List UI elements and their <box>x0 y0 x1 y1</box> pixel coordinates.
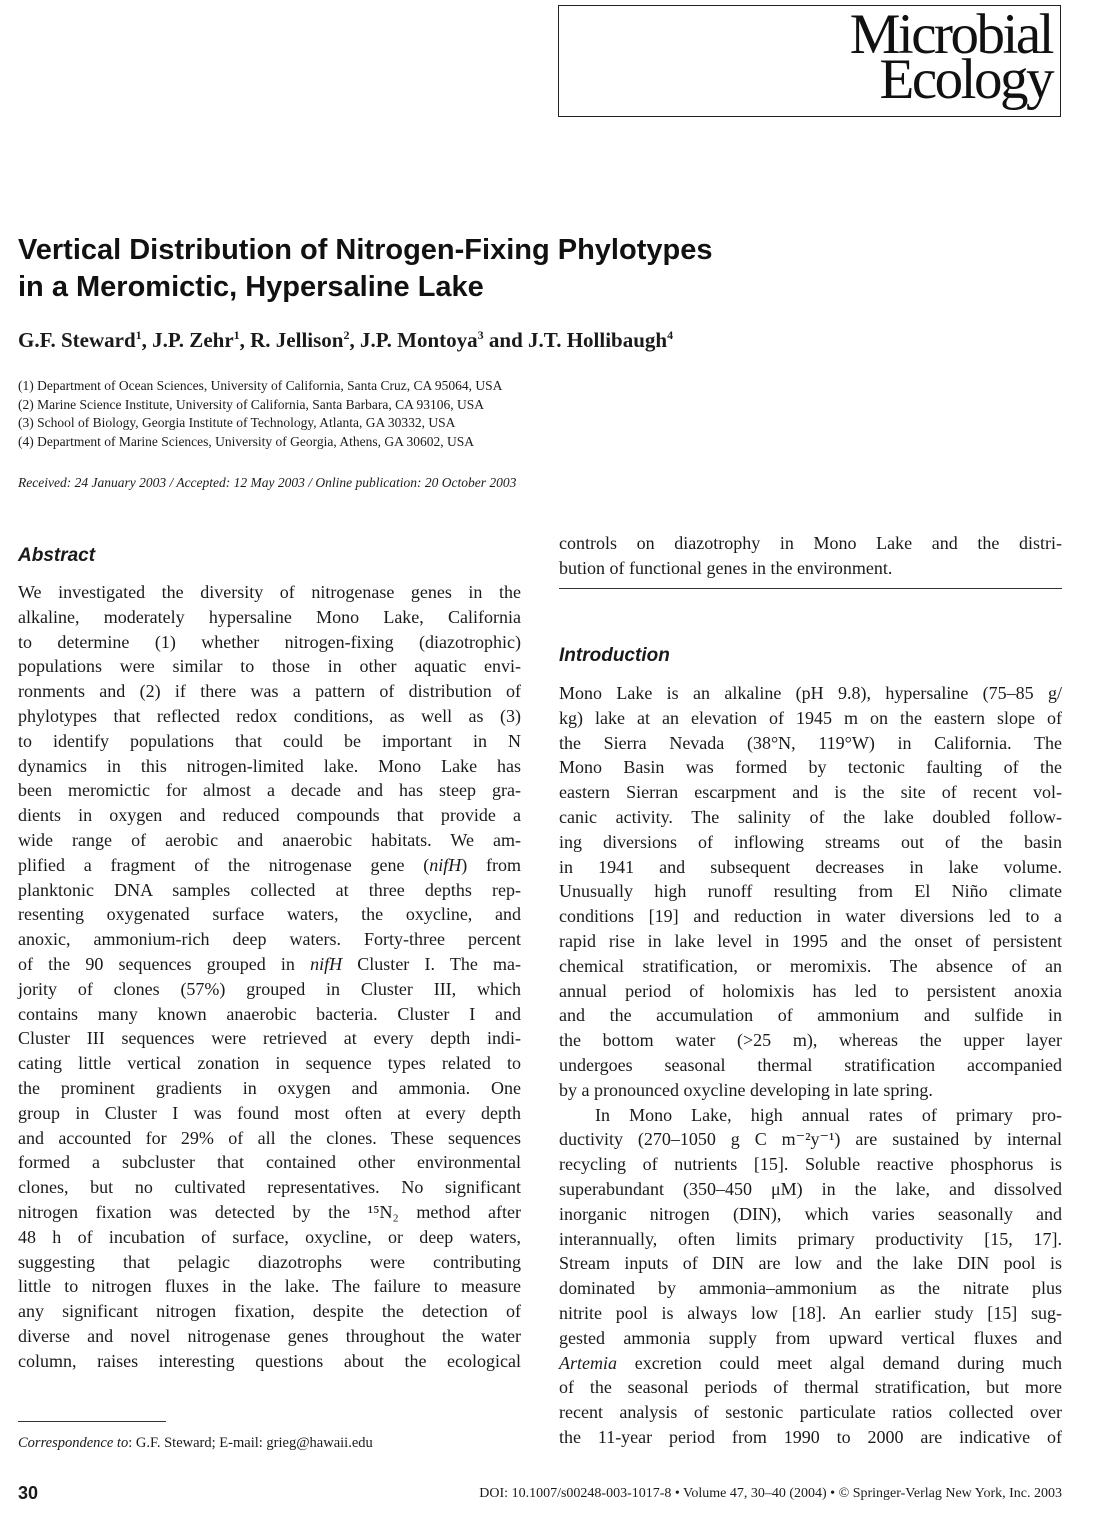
text-line: inorganic nitrogen (DIN), which varies seasonally and <box>559 1203 1062 1224</box>
text-line: group in Cluster I was found most often at every depth <box>18 1102 521 1123</box>
journal-logo-line1: Microbial <box>849 3 1052 66</box>
text-line: ductivity (270–1050 g C m⁻²y⁻¹) are sustained by internal <box>559 1129 1062 1150</box>
footnote-divider <box>18 1421 166 1422</box>
author-name: J.P. Zehr <box>152 328 234 352</box>
text-line: suggesting that pelagic diazotrophs were contributing <box>18 1251 521 1272</box>
abstract-heading: Abstract <box>18 545 96 566</box>
author-affiliation-mark: 1 <box>233 328 240 342</box>
text-line: to identify populations that could be important in N <box>18 730 521 751</box>
text-line: superabundant (350–450 μM) in the lake, and dissolved <box>559 1178 1062 1199</box>
title-line1: Vertical Distribution of Nitrogen-Fixing Phylotypes <box>18 234 713 266</box>
abstract-body <box>18 580 521 1374</box>
text-line: recycling of nutrients [15]. Soluble reactive phosphorus is <box>559 1154 1062 1175</box>
text-line: jority of clones (57%) grouped in Cluster III, which <box>18 978 521 999</box>
text-line: and the accumulation of ammonium and sulfide in <box>559 1005 1062 1026</box>
text-line: populations were similar to those in other aquatic envi- <box>18 656 521 677</box>
introduction-body <box>559 681 1062 1450</box>
text-line: nitrite pool is always low [18]. An earlier study [15] sug- <box>559 1302 1062 1323</box>
doi-citation: DOI: 10.1007/s00248-003-1017-8 • Volume 47, 30–40 (2004) • © Springer-Verlag New York, Inc. 2003 <box>479 1486 1062 1501</box>
abstract-divider <box>559 588 1062 589</box>
author-separator: and <box>483 328 528 352</box>
text-line: nitrogen fixation was detected by the ¹⁵N₂ method after <box>18 1201 521 1222</box>
text-line: canic activity. The salinity of the lake doubled follow- <box>559 806 1062 827</box>
text-line: gested ammonia supply from upward vertical fluxes and <box>559 1327 1062 1348</box>
author-affiliation-mark: 4 <box>667 328 674 342</box>
text-line: ronments and (2) if there was a pattern of distribution of <box>18 681 521 702</box>
author-affiliation-mark: 2 <box>343 328 350 342</box>
text-line: resenting oxygenated surface waters, the oxycline, and <box>18 904 521 925</box>
text-line: formed a subcluster that contained other environmental <box>18 1152 521 1173</box>
correspondence-footnote <box>18 1434 373 1452</box>
title-line2: in a Meromictic, Hypersaline Lake <box>18 271 484 303</box>
text-line: planktonic DNA samples collected at three depths rep- <box>18 879 521 900</box>
introduction-paragraph-1 <box>559 681 1062 1103</box>
text-line: any significant nitrogen fixation, despite the detection of <box>18 1301 521 1322</box>
text-line: dominated by ammonia–ammonium as the nitrate plus <box>559 1278 1062 1299</box>
text-line: eastern Sierran escarpment and is the site of recent vol- <box>559 782 1062 803</box>
text-line: Cluster III sequences were retrieved at every depth indi- <box>18 1028 521 1049</box>
text-line: Mono Basin was formed by tectonic faulting of the <box>559 757 1062 778</box>
author-separator: , <box>239 328 251 352</box>
text-line: kg) lake at an elevation of 1945 m on the eastern slope of <box>559 707 1062 728</box>
text-line: contains many known anaerobic bacteria. Cluster I and <box>18 1003 521 1024</box>
text-line: plified a fragment of the nitrogenase gene (nifH) from <box>18 854 521 875</box>
text-line: Artemia excretion could meet algal demand during much <box>559 1352 1062 1373</box>
text-line: diverse and novel nitrogenase genes throughout the water <box>18 1325 521 1346</box>
text-line: little to nitrogen fluxes in the lake. The failure to measure <box>18 1276 521 1297</box>
text-line: of the 90 sequences grouped in nifH Cluster I. The ma- <box>18 953 522 974</box>
text-line: In Mono Lake, high annual rates of primary pro- <box>595 1104 1062 1125</box>
author-affiliation-mark: 1 <box>135 328 142 342</box>
text-line: clones, but no cultivated representatives. No significant <box>18 1177 521 1198</box>
text-line: phylotypes that reflected redox conditions, as well as (3) <box>18 705 521 726</box>
text-line: Mono Lake is an alkaline (pH 9.8), hypersaline (75–85 g/ <box>559 683 1062 703</box>
text-line: undergoes seasonal thermal stratification accompanied <box>559 1054 1062 1075</box>
author-name: G.F. Steward <box>18 328 136 352</box>
affiliations <box>18 377 502 451</box>
affiliation-3: (3) School of Biology, Georgia Institute of Technology, Atlanta, GA 30332, USA <box>18 415 456 431</box>
author-separator: , <box>349 328 360 352</box>
text-line: ing diversions of inflowing streams out of the basin <box>559 831 1062 852</box>
text-line: controls on diazotrophy in Mono Lake and the distri- <box>559 533 1062 553</box>
text-line: chemical stratification, or meromixis. The absence of an <box>559 955 1062 976</box>
affiliation-4: (4) Department of Marine Sciences, University of Georgia, Athens, GA 30602, USA <box>18 433 475 449</box>
publication-dates: Received: 24 January 2003 / Accepted: 12 May 2003 / Online publication: 20 October 2003 <box>18 475 517 490</box>
text-line: anoxic, ammonium-rich deep waters. Forty-three percent <box>18 929 521 950</box>
text-line: the 11-year period from 1990 to 2000 are indicative of <box>559 1426 1062 1447</box>
abstract-continuation <box>559 531 1062 581</box>
text-line: annual period of holomixis has led to persistent anoxia <box>559 980 1062 1001</box>
journal-logo-line2: Ecology <box>879 48 1052 111</box>
text-line: interannually, often limits primary productivity [15, 17]. <box>559 1228 1062 1249</box>
text-line: and accounted for 29% of all the clones. These sequences <box>18 1127 521 1148</box>
affiliation-2: (2) Marine Science Institute, University of California, Santa Barbara, CA 93106, USA <box>18 396 485 412</box>
text-line: We investigated the diversity of nitrogenase genes in the <box>18 582 521 602</box>
author-name: J.T. Hollibaugh <box>528 328 668 352</box>
introduction-heading: Introduction <box>559 645 670 666</box>
text-line: alkaline, moderately hypersaline Mono Lake, California <box>18 606 521 627</box>
introduction-paragraph-2 <box>559 1103 1062 1450</box>
page-number: 30 <box>18 1483 39 1503</box>
text-line: column, raises interesting questions about the ecological <box>18 1350 521 1371</box>
text-line: bution of functional genes in the environment. <box>559 557 893 578</box>
journal-logo-box <box>558 5 1061 117</box>
author-affiliation-mark: 3 <box>477 328 484 342</box>
text-line: conditions [19] and reduction in water diversions led to a <box>559 906 1062 927</box>
text-line: recent analysis of sestonic particulate ratios collected over <box>559 1402 1062 1423</box>
text-line: the Sierra Nevada (38°N, 119°W) in California. The <box>559 732 1062 753</box>
text-line: rapid rise in lake level in 1995 and the onset of persistent <box>559 930 1062 951</box>
author-separator: , <box>141 328 153 352</box>
text-line: Unusually high runoff resulting from El Niño climate <box>559 881 1062 902</box>
text-line: of the seasonal periods of thermal stratification, but more <box>559 1377 1062 1398</box>
text-line: to determine (1) whether nitrogen-fixing (diazotrophic) <box>18 631 521 652</box>
article-title <box>18 232 918 306</box>
text-line: dients in oxygen and reduced compounds that provide a <box>18 805 521 826</box>
text-line: been meromictic for almost a decade and has steep gra- <box>18 780 521 801</box>
text-line: wide range of aerobic and anaerobic habitats. We am- <box>18 829 521 850</box>
text-line: 48 h of incubation of surface, oxycline, or deep waters, <box>18 1226 521 1247</box>
text-line: the prominent gradients in oxygen and ammonia. One <box>18 1077 521 1098</box>
text-line: dynamics in this nitrogen-limited lake. Mono Lake has <box>18 755 521 776</box>
affiliation-1: (1) Department of Ocean Sciences, University of California, Santa Cruz, CA 95064, USA <box>18 378 503 393</box>
correspondence-text: : G.F. Steward; E-mail: grieg@hawaii.edu <box>128 1435 373 1451</box>
text-line: by a pronounced oxycline developing in late spring. <box>559 1079 933 1100</box>
author-list <box>18 325 673 355</box>
journal-logo <box>849 3 1052 111</box>
text-line: the bottom water (>25 m), whereas the upper layer <box>559 1030 1062 1051</box>
text-line: cating little vertical zonation in sequence types related to <box>18 1053 521 1074</box>
author-name: R. Jellison <box>250 328 344 352</box>
text-line: Stream inputs of DIN are low and the lake DIN pool is <box>559 1253 1062 1274</box>
text-line: in 1941 and subsequent decreases in lake volume. <box>559 856 1062 877</box>
author-name: J.P. Montoya <box>359 328 478 352</box>
correspondence-label: Correspondence to <box>18 1435 129 1451</box>
